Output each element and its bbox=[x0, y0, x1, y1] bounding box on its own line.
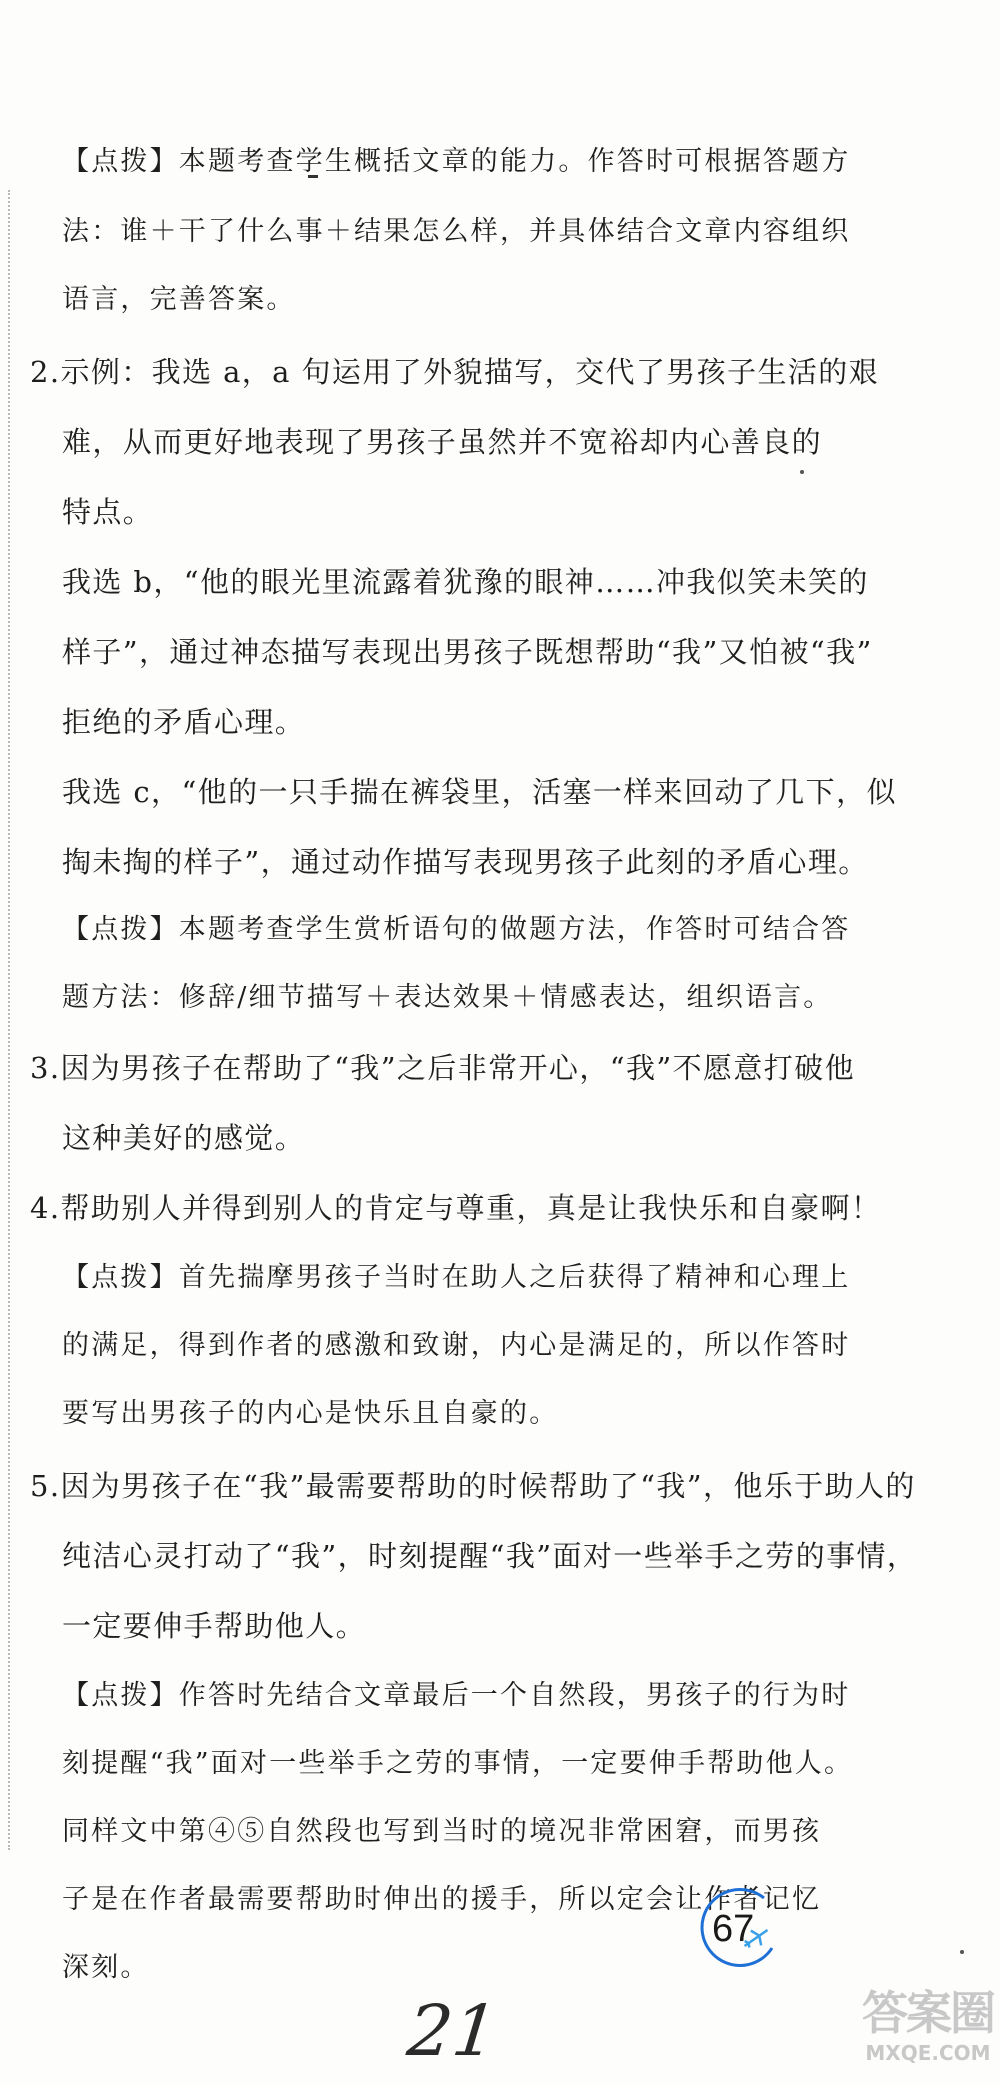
text-line: 【点拨】本题考查学生概括文章的能力。作答时可根据答题方 bbox=[62, 146, 851, 177]
text-line: 掏未掏的样子”，通过动作描写表现男孩子此刻的矛盾心理。 bbox=[62, 845, 869, 879]
text-line: 【点拨】作答时先结合文章最后一个自然段，男孩子的行为时 bbox=[62, 1680, 851, 1711]
text-line: 【点拨】本题考查学生赏析语句的做题方法，作答时可结合答 bbox=[62, 914, 851, 945]
page-number: 67 bbox=[712, 1908, 755, 1950]
handwritten-note: 21 bbox=[403, 1990, 502, 2072]
binding-dotted-line bbox=[8, 190, 10, 1850]
text-line: 难，从而更好地表现了男孩子虽然并不宽裕却内心善良的 bbox=[62, 425, 823, 459]
watermark-logo: 答案圈 bbox=[862, 1986, 994, 2040]
answer-3-line: 3.因为男孩子在帮助了“我”之后非常开心，“我”不愿意打破他 bbox=[30, 1051, 855, 1085]
text-line: 深刻。 bbox=[62, 1952, 150, 1983]
text-line: 这种美好的感觉。 bbox=[62, 1121, 306, 1155]
text-line: 要写出男孩子的内心是快乐且自豪的。 bbox=[62, 1398, 559, 1429]
text-line: 样子”，通过神态描写表现出男孩子既想帮助“我”又怕被“我” bbox=[62, 635, 873, 669]
text-line: 子是在作者最需要帮助时伸出的援手，所以定会让作者记忆 bbox=[62, 1884, 822, 1915]
text-line: 题方法：修辞/细节描写＋表达效果＋情感表达，组织语言。 bbox=[62, 982, 833, 1013]
text-line: 纯洁心灵打动了“我”，时刻提醒“我”面对一些举手之劳的事情， bbox=[62, 1539, 918, 1573]
watermark-url: MXQE.COM bbox=[865, 2041, 991, 2065]
speck bbox=[960, 1950, 964, 1954]
text-line: 我选 c，“他的一只手揣在裤袋里，活塞一样来回动了几下，似 bbox=[62, 775, 897, 809]
answer-5-line: 5.因为男孩子在“我”最需要帮助的时候帮助了“我”，他乐于助人的 bbox=[30, 1469, 916, 1503]
text-line: 的满足，得到作者的感激和致谢，内心是满足的，所以作答时 bbox=[62, 1330, 851, 1361]
speck bbox=[800, 470, 804, 474]
text-line: 同样文中第④⑤自然段也写到当时的境况非常困窘，而男孩 bbox=[62, 1816, 822, 1847]
text-line: 我选 b，“他的眼光里流露着犹豫的眼神……冲我似笑未笑的 bbox=[62, 565, 869, 599]
answer-2-line: 2.示例：我选 a，a 句运用了外貌描写，交代了男孩子生活的艰 bbox=[30, 355, 880, 389]
text-line: 拒绝的矛盾心理。 bbox=[62, 705, 306, 739]
text-line: 特点。 bbox=[62, 495, 154, 529]
text-line: 语言，完善答案。 bbox=[62, 284, 296, 315]
text-line: 刻提醒“我”面对一些举手之劳的事情，一定要伸手帮助他人。 bbox=[62, 1748, 854, 1779]
watermark bbox=[858, 1985, 998, 2065]
text-line: 法：谁＋干了什么事＋结果怎么样，并具体结合文章内容组织 bbox=[62, 216, 851, 247]
text-line: 【点拨】首先揣摩男孩子当时在助人之后获得了精神和心理上 bbox=[62, 1262, 851, 1293]
answer-4-line: 4.帮助别人并得到别人的肯定与尊重，真是让我快乐和自豪啊！ bbox=[30, 1191, 882, 1225]
text-line: 一定要伸手帮助他人。 bbox=[62, 1609, 367, 1643]
